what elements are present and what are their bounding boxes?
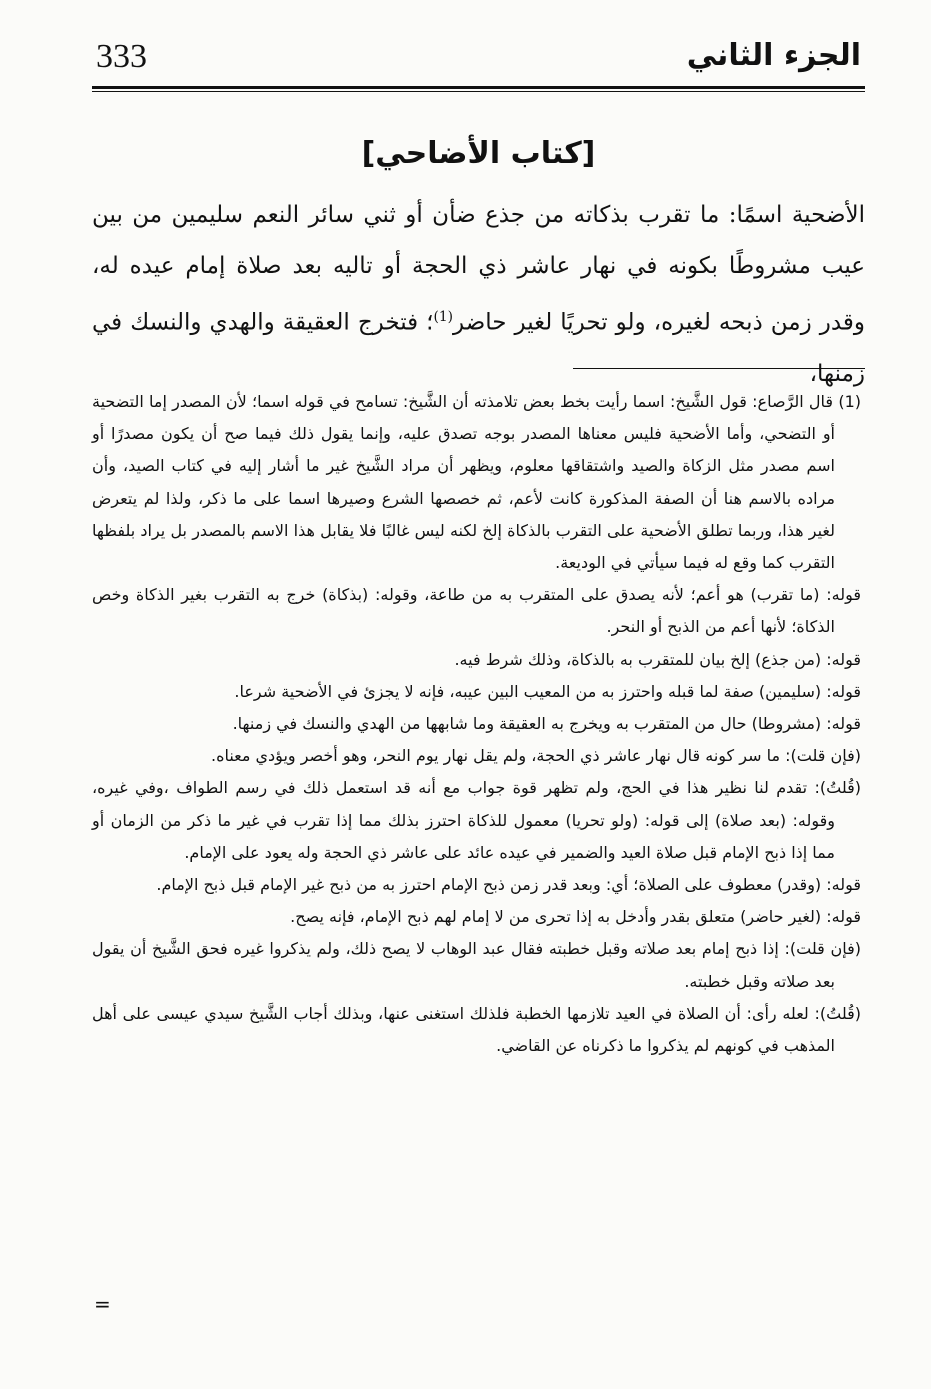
commentary-answer-1: (قُلتُ): تقدم لنا نظير هذا في الحج، ولم تظهر قوة جواب مع أنه قد استعمل ذلك في رسم الطواف ،وفي غيره، وقوله: (بعد صلاة) إلى قوله: (ولو تحريا) معمول للذكاة احترز بذلك مما إذا تقرب في غير ما ذكر من الزمان أو مما إذا ذبح الإمام قبل صلاة العيد والضمير في عيده عائد على عاشر ذي الحجة وله يعود على الإمام. [92,778,861,862]
commentary-question-2: (فإن قلت): إذا ذبح إمام بعد صلاته وقبل خطبته فقال عبد الوهاب لا يصح ذلك، ولم يذكروا غيره فحق الشَّيخ أن يقول بعد صلاته وقبل خطبته. [92,939,861,991]
commentary-ma-taqarrab: قوله: (ما تقرب) هو أعم؛ لأنه يصدق على المتقرب به من طاعة، وقوله: (بذكاة) خرج به التقرب بغير الذكاة وخص الذكاة؛ لأنها أعم من الذبح أو النحر. [92,585,861,637]
commentary-mashrutan: قوله: (مشروطا) حال من المتقرب به ويخرج به العقيقة وما شابهها من الهدي والنسك في زمنها. [232,714,861,734]
main-text-part-1: الأضحية اسمًا: ما تقرب بذكاته من جذع ضأن أو ثني سائر النعم سليمين من بين عيب مشروطًا بكونه في نهار عاشر ذي الحجة أو تاليه بعد صلاة إمام عيده له، وقدر زمن ذبحه لغيره، ولو تحريًا لغير حاضر [92,202,865,336]
footnote-1: (1) قال الرَّصاع: قول الشَّيخ: اسما رأيت بخط بعض تلامذته أن الشَّيخ: تسامح في قوله اسما؛ لأن المصدر إما التضحية أو التضحي، وأما الأضحية فليس معناها المصدر بوجه تصدق عليه، وإنما يقول ذلك فيما صح أن يكون مصدرًا أو اسم مصدر مثل الزكاة والصيد واشتقاقها معلوم، ويظهر أن مراد الشَّيخ غير ما أشار إليه في كتاب الصيد، وأن مراده بالاسم هنا أن الصفة المذكورة كانت لأعم، ثم خصصها الشرع وصيرها اسما على ما ذكر، ولذا لم يتعرض لغير هذا، وربما تطلق الأضحية على التقرب بالذكاة إلخ لكنه ليس غالبًا فلا يقابل هذا الاسم بالمصدر بل يراد بلفظها التقرب كما وقع له فيما سيأتي في الوديعة. [92,392,861,573]
footnote-separator [573,368,865,369]
continuation-mark: = [94,1292,111,1316]
commentary-salimayn: قوله: (سليمين) صفة لما قبله واحترز به من المعيب البين عيبه، فإنه لا يجزئ في الأضحية شرعا. [234,681,861,701]
commentary-min-jadha: قوله: (من جذع) إلخ بيان للمتقرب به بالذكاة، وذلك شرط فيه. [454,649,861,669]
footnotes [92,386,861,1062]
header-rule-thick [92,86,865,89]
footnote-ref-1[interactable]: (1) [433,309,454,325]
commentary-question-1: (فإن قلت): ما سر كونه قال نهار عاشر ذي الحجة، ولم يقل نهار يوم النحر، وهو أخصر ويؤدي معناه. [210,746,861,766]
header-rule-thin [92,91,865,92]
chapter-title: [كتاب الأضاحي] [361,136,596,171]
commentary-waqadr: قوله: (وقدر) معطوف على الصلاة؛ أي: وبعد قدر زمن ذبح الإمام احترز به من ذبح غير الإمام قبل ذبح الإمام. [156,875,861,895]
commentary-li-ghayr-hadir: قوله: (لغير حاضر) متعلق بقدر وأدخل به إذا تحرى من لا إمام لهم ذبح الإمام، فإنه يصح. [290,907,861,927]
running-header-title: الجزء الثاني [686,38,861,73]
page-number: 333 [96,38,147,75]
commentary-answer-2: (قُلتُ): لعله رأى: أن الصلاة في العيد تلازمها الخطبة فلذلك استغنى عنها، وبذلك أجاب الشَّيخ سيدي عيسى على أهل المذهب في كونهم لم يذكروا ما ذكرناه عن القاضي. [92,1003,861,1056]
main-text-part-2: ؛ فتخرج العقيقة والهدي والنسك في زمنها، [92,309,865,387]
